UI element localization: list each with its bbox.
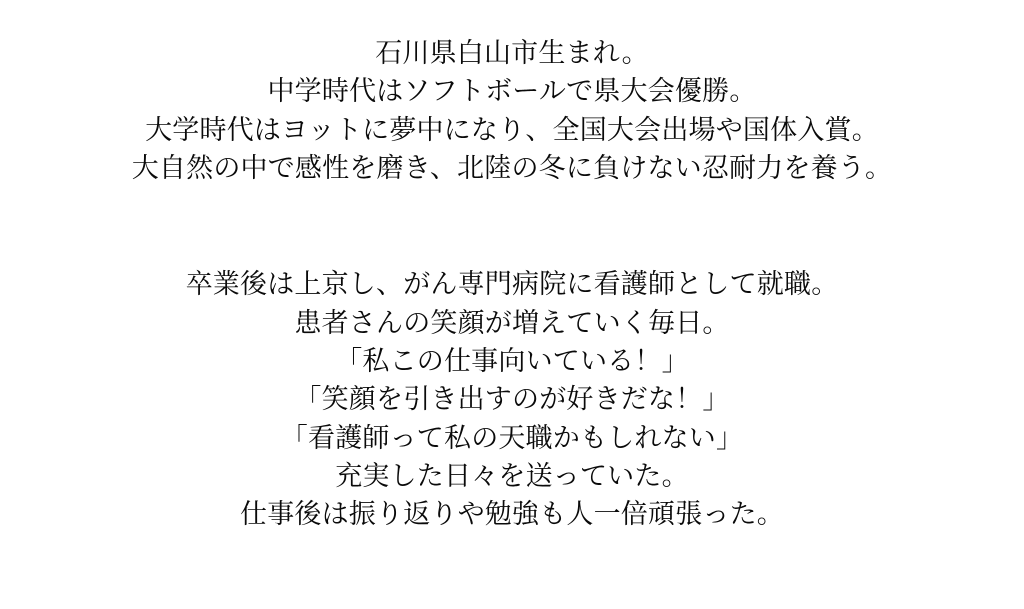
text-line: 「笑顔を引き出すのが好きだな！」	[294, 384, 730, 415]
text-line: 「私この仕事向いている！」	[335, 345, 689, 376]
text-line: 仕事後は振り返りや勉強も人一倍頑張った。	[240, 499, 784, 530]
paragraph-origins	[0, 0, 1024, 187]
text-line: 中学時代はソフトボールで県大会優勝。	[267, 76, 757, 107]
paragraph-career	[0, 187, 1024, 533]
text-line: 大学時代はヨットに夢中になり、全国大会出場や国体入賞。	[145, 114, 879, 145]
text-line: 卒業後は上京し、がん専門病院に看護師として就職。	[185, 269, 839, 300]
text-line: 大自然の中で感性を磨き、北陸の冬に負けない忍耐力を養う。	[131, 152, 893, 183]
text-line: 石川県白山市生まれ。	[375, 38, 649, 68]
text-line: 充実した日々を送っていた。	[335, 460, 689, 491]
text-line: 「看護師って私の天職かもしれない」	[280, 422, 744, 453]
text-line: 患者さんの笑顔が増えていく毎日。	[294, 307, 730, 338]
